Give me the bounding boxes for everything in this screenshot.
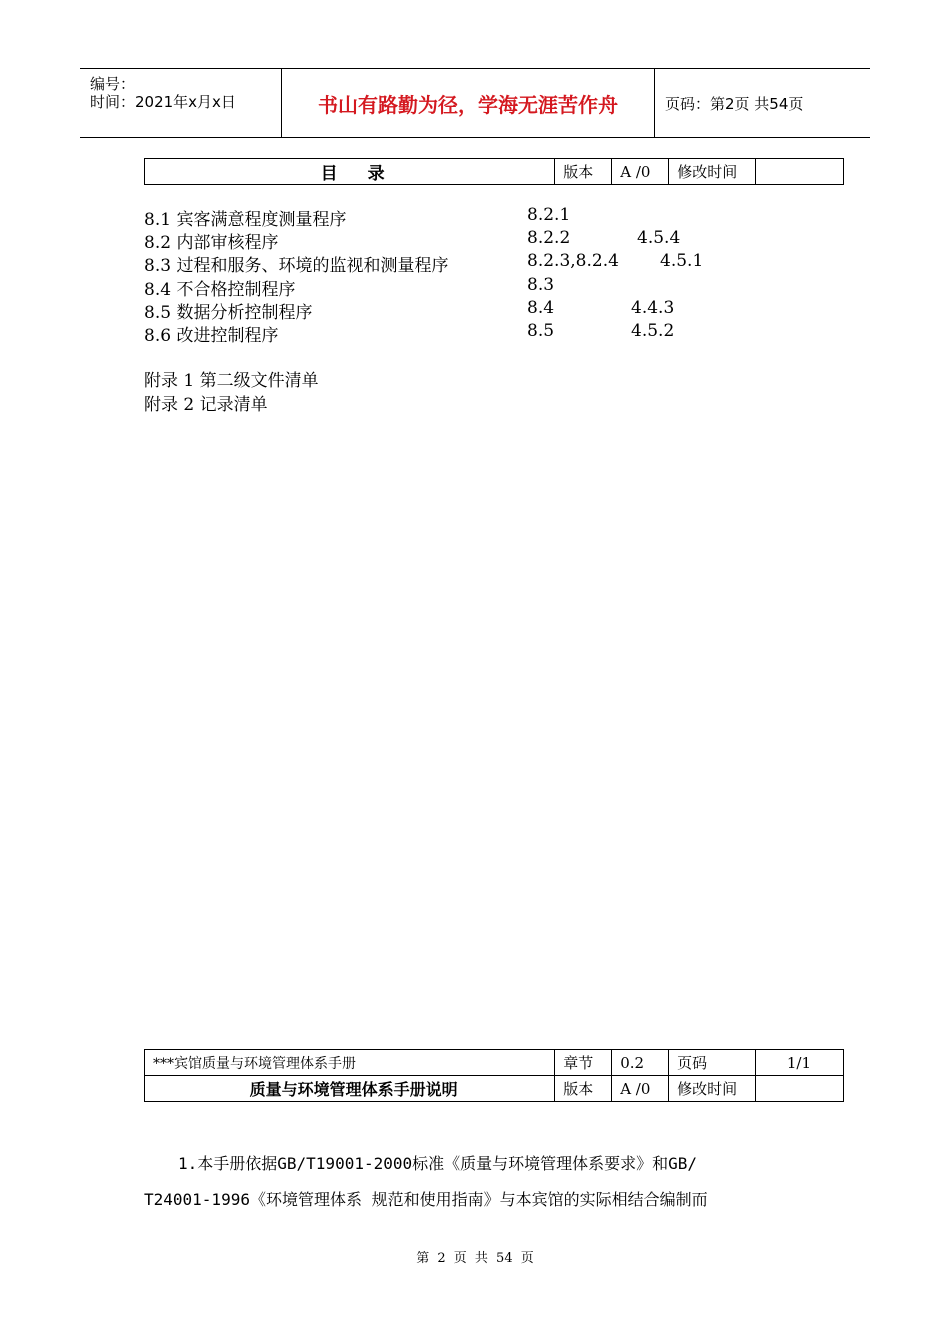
toc-item-clause: 8.2.3,8.2.4 xyxy=(527,251,619,271)
toc-item-title: 8.5 数据分析控制程序 xyxy=(144,303,313,323)
manual-name: ***宾馆质量与环境管理体系手册 xyxy=(145,1050,555,1076)
section-version-value: A /0 xyxy=(612,1076,669,1102)
page-footer: 第 2 页 共 54 页 xyxy=(416,1251,534,1266)
section-version-label: 版本 xyxy=(555,1076,612,1102)
toc-item-env: 4.5.4 xyxy=(637,228,681,248)
toc-item-title: 8.1 宾客满意程度测量程序 xyxy=(144,210,347,230)
toc-item-clause: 8.5 xyxy=(527,321,555,341)
section-revision-value xyxy=(756,1076,844,1102)
toc-item-env: 4.5.1 xyxy=(660,251,704,271)
toc-title-char-2: 录 xyxy=(367,164,387,184)
doc-number-label: 编号： xyxy=(90,75,136,93)
header-meta xyxy=(80,69,282,137)
toc-item-clause: 8.2.2 xyxy=(527,228,571,248)
body-line: 1.本手册依据GB/T19001-2000标准《质量与环境管理体系要求》和GB/ xyxy=(178,1154,698,1173)
toc-item-clause: 8.3 xyxy=(527,275,555,295)
page-header xyxy=(80,68,870,138)
chapter-value: 0.2 xyxy=(612,1050,669,1076)
revision-label: 修改时间 xyxy=(669,159,756,185)
header-page-info: 页码：第2页 共54页 xyxy=(665,94,804,113)
body-line: T24001-1996《环境管理体系 规范和使用指南》与本宾馆的实际相结合编制而 xyxy=(144,1190,708,1209)
section-revision-label: 修改时间 xyxy=(669,1076,756,1102)
version-value: A /0 xyxy=(612,159,669,185)
revision-value xyxy=(756,159,844,185)
toc-item-clause: 8.4 xyxy=(527,298,555,318)
page-value: 1/1 xyxy=(756,1050,844,1076)
toc-item-title: 8.2 内部审核程序 xyxy=(144,233,279,253)
section-header-table xyxy=(144,1049,844,1102)
page-label: 页码 xyxy=(669,1050,756,1076)
doc-date: 时间：2021年x月x日 xyxy=(90,93,236,111)
toc-title xyxy=(145,159,555,185)
section-title: 质量与环境管理体系手册说明 xyxy=(145,1076,555,1102)
toc-item-clause: 8.2.1 xyxy=(527,205,571,225)
toc-item-env: 4.5.2 xyxy=(631,321,675,341)
toc-item-title: 8.3 过程和服务、环境的监视和测量程序 xyxy=(144,256,449,276)
toc-title-char-1: 目 xyxy=(320,164,340,184)
version-label: 版本 xyxy=(555,159,612,185)
chapter-label: 章节 xyxy=(555,1050,612,1076)
toc-item-title: 8.4 不合格控制程序 xyxy=(144,280,296,300)
toc-item-env: 4.4.3 xyxy=(631,298,675,318)
appendix-item: 附录 1 第二级文件清单 xyxy=(144,371,319,391)
appendix-item: 附录 2 记录清单 xyxy=(144,395,268,415)
header-motto: 书山有路勤为径，学海无涯苦作舟 xyxy=(282,69,655,137)
toc-item-title: 8.6 改进控制程序 xyxy=(144,326,279,346)
toc-header-table xyxy=(144,158,844,185)
